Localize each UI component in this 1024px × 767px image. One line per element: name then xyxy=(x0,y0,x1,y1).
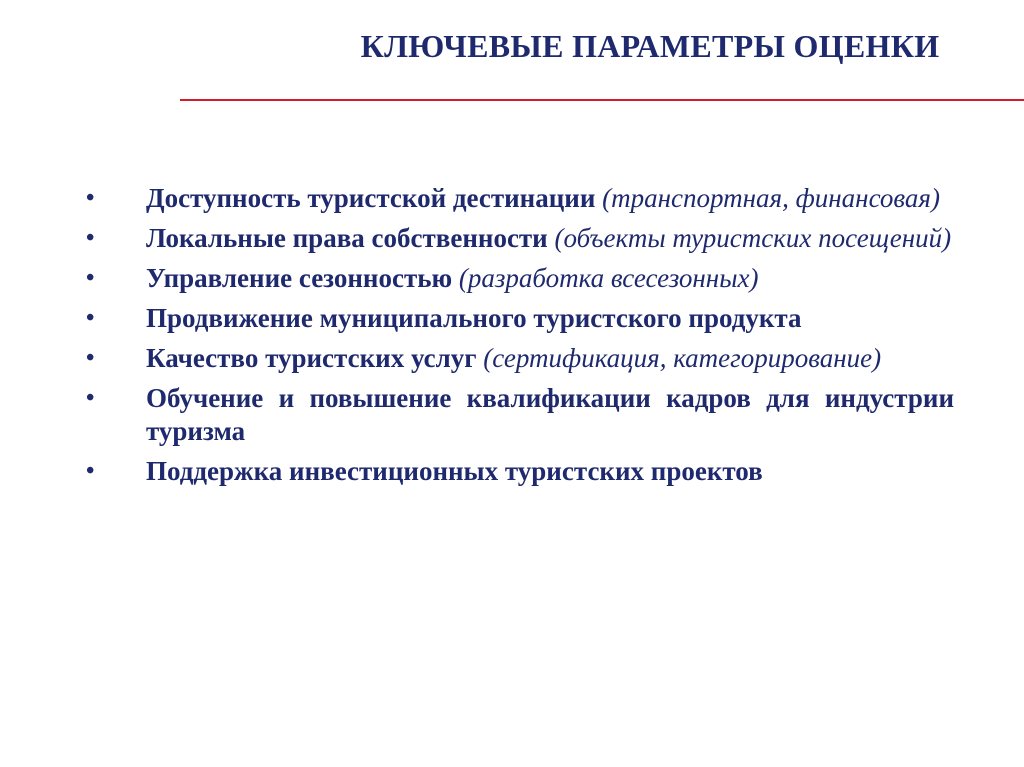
item-main-text: Обучение и повышение квалификации кадров для индустрии туризма xyxy=(146,383,954,446)
list-item-investment-support xyxy=(86,455,954,488)
item-note-text: (объекты туристских посещений) xyxy=(554,223,952,253)
list-item-property-rights xyxy=(86,222,954,255)
item-note-text: (сертификация, категорирование) xyxy=(483,343,882,373)
bullet-icon: • xyxy=(86,458,95,484)
list-item-accessibility xyxy=(86,182,954,215)
item-main-text: Продвижение муниципального туристского продукта xyxy=(146,303,802,333)
list-item-staff-training xyxy=(86,382,954,448)
slide-title: КЛЮЧЕВЫЕ ПАРАМЕТРЫ ОЦЕНКИ xyxy=(360,28,940,64)
item-note-text: (транспортная, финансовая) xyxy=(602,183,940,213)
bullet-icon: • xyxy=(86,305,95,331)
list-item-service-quality xyxy=(86,342,954,375)
bullet-icon: • xyxy=(86,185,95,211)
item-main-text: Управление сезонностью xyxy=(146,263,453,293)
list-item-promotion xyxy=(86,302,954,335)
item-main-text: Качество туристских услуг xyxy=(146,343,477,373)
item-note-text: (разработка всесезонных) xyxy=(458,263,759,293)
item-main-text: Локальные права собственности xyxy=(146,223,548,253)
bullet-icon: • xyxy=(86,225,95,251)
item-main-text: Доступность туристской дестинации xyxy=(146,183,596,213)
item-main-text: Поддержка инвестиционных туристских проектов xyxy=(146,456,763,486)
bullet-icon: • xyxy=(86,385,95,411)
bullet-icon: • xyxy=(86,265,95,291)
parameters-list xyxy=(86,182,954,495)
bullet-icon: • xyxy=(86,345,95,371)
list-item-seasonality xyxy=(86,262,954,295)
title-divider xyxy=(180,99,1024,101)
